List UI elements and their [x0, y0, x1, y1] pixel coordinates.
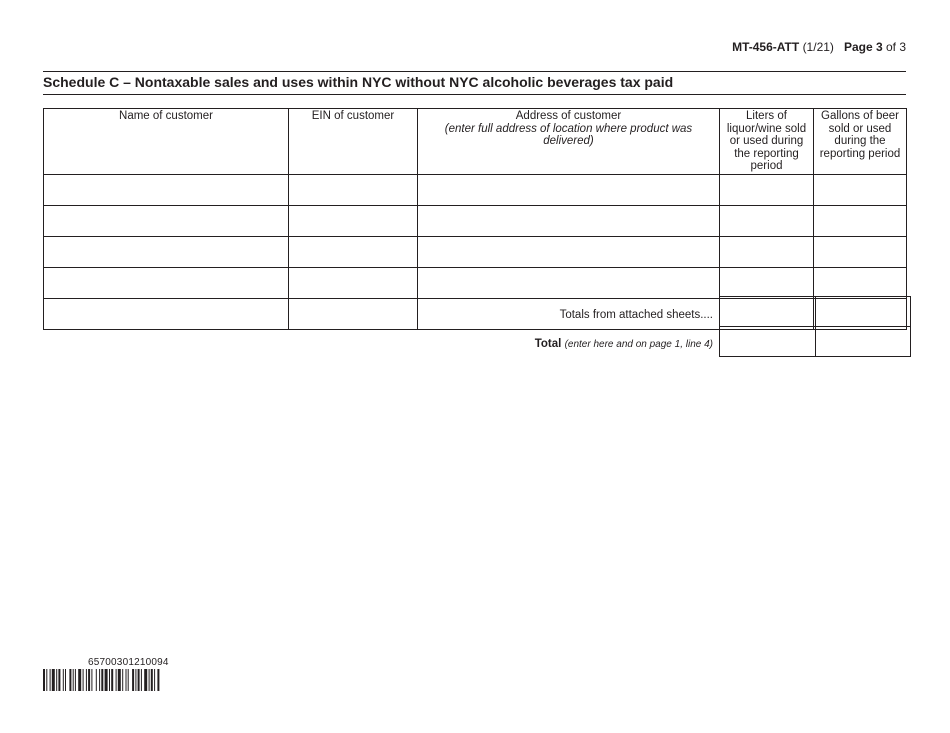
table-row [44, 205, 907, 236]
table-row [44, 174, 907, 205]
table-header-row [44, 109, 907, 175]
name-field[interactable] [44, 205, 289, 236]
page-of: of 3 [885, 40, 906, 54]
attached-liters-field[interactable] [720, 297, 816, 327]
schedule-title: Schedule C – Nontaxable sales and uses within NYC without NYC alcoholic beverages tax paid [43, 74, 674, 90]
total-gallons-field[interactable] [816, 327, 911, 357]
address-field[interactable] [418, 267, 720, 298]
form-header [732, 40, 906, 54]
name-field[interactable] [44, 174, 289, 205]
liters-field[interactable] [720, 267, 814, 298]
gallons-field[interactable] [814, 174, 907, 205]
form-revision: (1/21) [802, 40, 834, 54]
col-header-ein: EIN of customer [289, 109, 418, 175]
top-rule [43, 71, 906, 72]
address-field[interactable] [418, 236, 720, 267]
ein-field[interactable] [289, 267, 418, 298]
total-label-line [535, 338, 713, 350]
barcode-image [43, 669, 208, 691]
form-id: MT-456-ATT [732, 40, 800, 54]
table-row [44, 267, 907, 298]
attached-totals-label: Totals from attached sheets.... [559, 309, 713, 321]
liters-field[interactable] [720, 174, 814, 205]
totals-table [719, 296, 911, 357]
gallons-field[interactable] [814, 267, 907, 298]
col-header-gallons: Gallons of beer sold or used during the reporting period [814, 109, 907, 175]
total-liters-field[interactable] [720, 327, 816, 357]
attached-gallons-field[interactable] [816, 297, 911, 327]
address-field[interactable] [418, 205, 720, 236]
title-rule [43, 94, 906, 95]
col-header-address-note: (enter full address of location where product was delivered) [444, 122, 693, 147]
name-field[interactable] [44, 298, 289, 329]
attached-totals-row [720, 297, 911, 327]
ein-field[interactable] [289, 298, 418, 329]
col-header-liters: Liters of liquor/wine sold or used during the reporting period [720, 109, 814, 175]
gallons-field[interactable] [814, 205, 907, 236]
table-row [44, 236, 907, 267]
total-row [720, 327, 911, 357]
liters-field[interactable] [720, 205, 814, 236]
col-header-name: Name of customer [44, 109, 289, 175]
ein-field[interactable] [289, 205, 418, 236]
barcode-number: 65700301210094 [88, 657, 169, 668]
ein-field[interactable] [289, 236, 418, 267]
address-field[interactable] [418, 174, 720, 205]
gallons-field[interactable] [814, 236, 907, 267]
col-header-address: Address of customer (enter full address of location where product was delivered) [418, 109, 720, 175]
name-field[interactable] [44, 267, 289, 298]
page-label: Page 3 [843, 40, 883, 54]
liters-field[interactable] [720, 236, 814, 267]
ein-field[interactable] [289, 174, 418, 205]
total-note: (enter here and on page 1, line 4) [564, 339, 713, 350]
name-field[interactable] [44, 236, 289, 267]
total-label: Total [534, 338, 562, 350]
